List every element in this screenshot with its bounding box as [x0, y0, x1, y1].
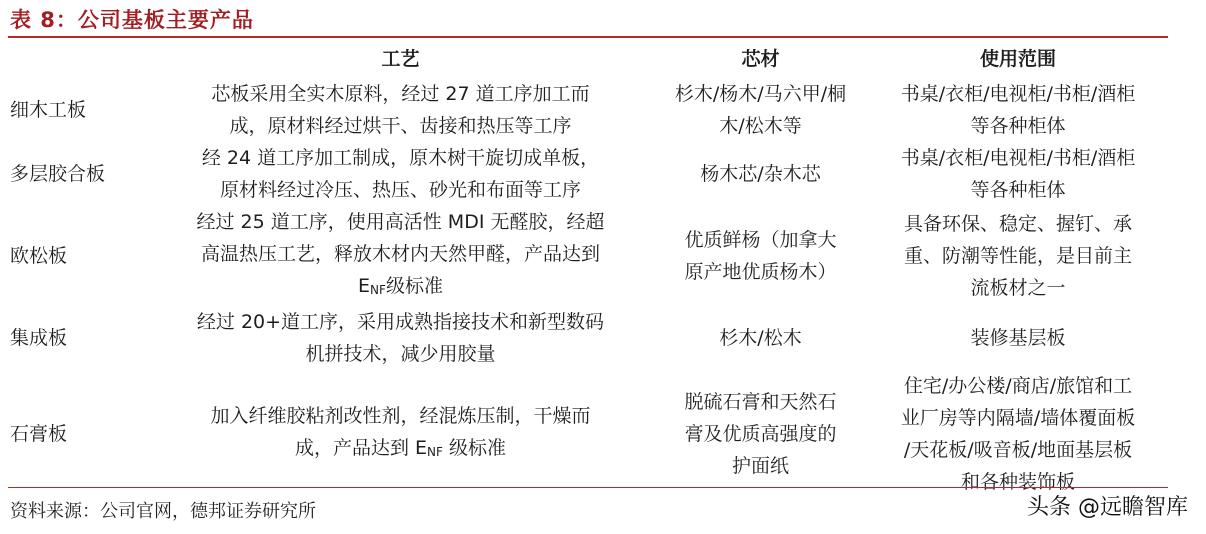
process-line: 经过 25 道工序，使用高活性 MDI 无醛胶，经超: [196, 211, 605, 233]
product-name: 石膏板: [10, 423, 68, 445]
table-title: 表 8：公司基板主要产品: [10, 8, 254, 32]
core-cell: [653, 78, 868, 142]
usage-line: 书桌/衣柜/电视柜/书柜/酒柜: [900, 83, 1136, 105]
usage-cell: [868, 306, 1168, 370]
core-line: 杨木芯/杂木芯: [700, 163, 821, 185]
usage-line: 住宅/办公楼/商店/旅馆和工: [903, 375, 1133, 397]
usage-line: 等各种柜体: [970, 115, 1066, 137]
usage-cell: [868, 370, 1168, 498]
process-text: 成，产品达到 E: [295, 437, 428, 459]
product-name: 集成板: [10, 327, 68, 349]
usage-line: 等各种柜体: [970, 179, 1066, 201]
core-line: 杉木/松木: [719, 327, 802, 349]
usage-line: 具备环保、稳定、握钉、承: [903, 213, 1132, 235]
process-line: 机拼技术，减少用胶量: [305, 343, 496, 365]
top-rule: [8, 36, 1168, 38]
usage-cell: [868, 78, 1168, 142]
table-row: [8, 370, 1168, 498]
table-row: [8, 78, 1168, 142]
product-name: 欧松板: [10, 245, 68, 267]
core-cell: [653, 206, 868, 306]
process-line: [148, 432, 653, 468]
core-line: 膏及优质高强度的: [684, 423, 837, 445]
products-table: [8, 40, 1168, 498]
enf-subscript: NF: [370, 283, 386, 297]
header-row: [8, 40, 1168, 78]
enf-subscript: NF: [427, 445, 443, 459]
core-line: 护面纸: [731, 455, 789, 477]
table-row: [8, 206, 1168, 306]
table-row: [8, 142, 1168, 206]
core-line: 脱硫石膏和天然石: [684, 391, 837, 413]
usage-line: 书桌/衣柜/电视柜/书柜/酒柜: [900, 147, 1136, 169]
enf-suffix: 级标准: [385, 275, 443, 297]
process-line: 高温热压工艺，释放木材内天然甲醛，产品达到: [200, 243, 600, 265]
usage-cell: [868, 206, 1168, 306]
core-line: 杉木/杨木/马六甲/桐: [674, 83, 847, 105]
core-line: 木/松木等: [719, 115, 802, 137]
process-line: 成，原材料经过烘干、齿接和热压等工序: [229, 115, 572, 137]
table-row: [8, 306, 1168, 370]
process-line: 原材料经过冷压、热压、砂光和布面等工序: [219, 179, 581, 201]
enf-e: E: [358, 275, 371, 297]
process-cell: [148, 370, 653, 498]
watermark: 头条 @远瞻智库: [1027, 495, 1188, 520]
usage-line: 重、防潮等性能，是目前主: [903, 245, 1132, 267]
usage-line: 装修基层板: [970, 327, 1066, 349]
header-usage: 使用范围: [979, 48, 1056, 70]
core-cell: [653, 142, 868, 206]
usage-cell: [868, 142, 1168, 206]
product-name: 细木工板: [10, 99, 87, 121]
source-note: 资料来源：公司官网，德邦证券研究所: [10, 501, 316, 522]
bottom-rule: [8, 487, 1168, 488]
product-name: 多层胶合板: [10, 163, 106, 185]
header-name: [8, 40, 148, 78]
header-process: 工艺: [381, 48, 420, 70]
core-line: 优质鲜杨（加拿大: [684, 229, 837, 251]
usage-line: 流板材之一: [970, 277, 1066, 299]
core-line: 原产地优质杨木）: [684, 261, 837, 283]
process-cell: [148, 206, 653, 306]
header-core: 芯材: [741, 48, 780, 70]
process-cell: [148, 142, 653, 206]
core-cell: [653, 370, 868, 498]
process-line: 加入纤维胶粘剂改性剂，经混炼压制，干燥而: [210, 405, 591, 427]
process-cell: [148, 306, 653, 370]
process-line: 经 24 道工序加工制成，原木树干旋切成单板，: [201, 147, 600, 169]
usage-line: 业厂房等内隔墙/墙体覆面板: [900, 407, 1136, 429]
process-line: 芯板采用全实木原料，经过 27 道工序加工而: [211, 83, 590, 105]
usage-line: 和各种装饰板: [960, 471, 1075, 493]
usage-line: /天花板/吸音板/地面基层板: [903, 439, 1133, 461]
process-line: [148, 270, 653, 306]
process-text: 级标准: [442, 437, 506, 459]
process-line: 经过 20+道工序，采用成熟指接技术和新型数码: [196, 311, 605, 333]
core-cell: [653, 306, 868, 370]
process-cell: [148, 78, 653, 142]
